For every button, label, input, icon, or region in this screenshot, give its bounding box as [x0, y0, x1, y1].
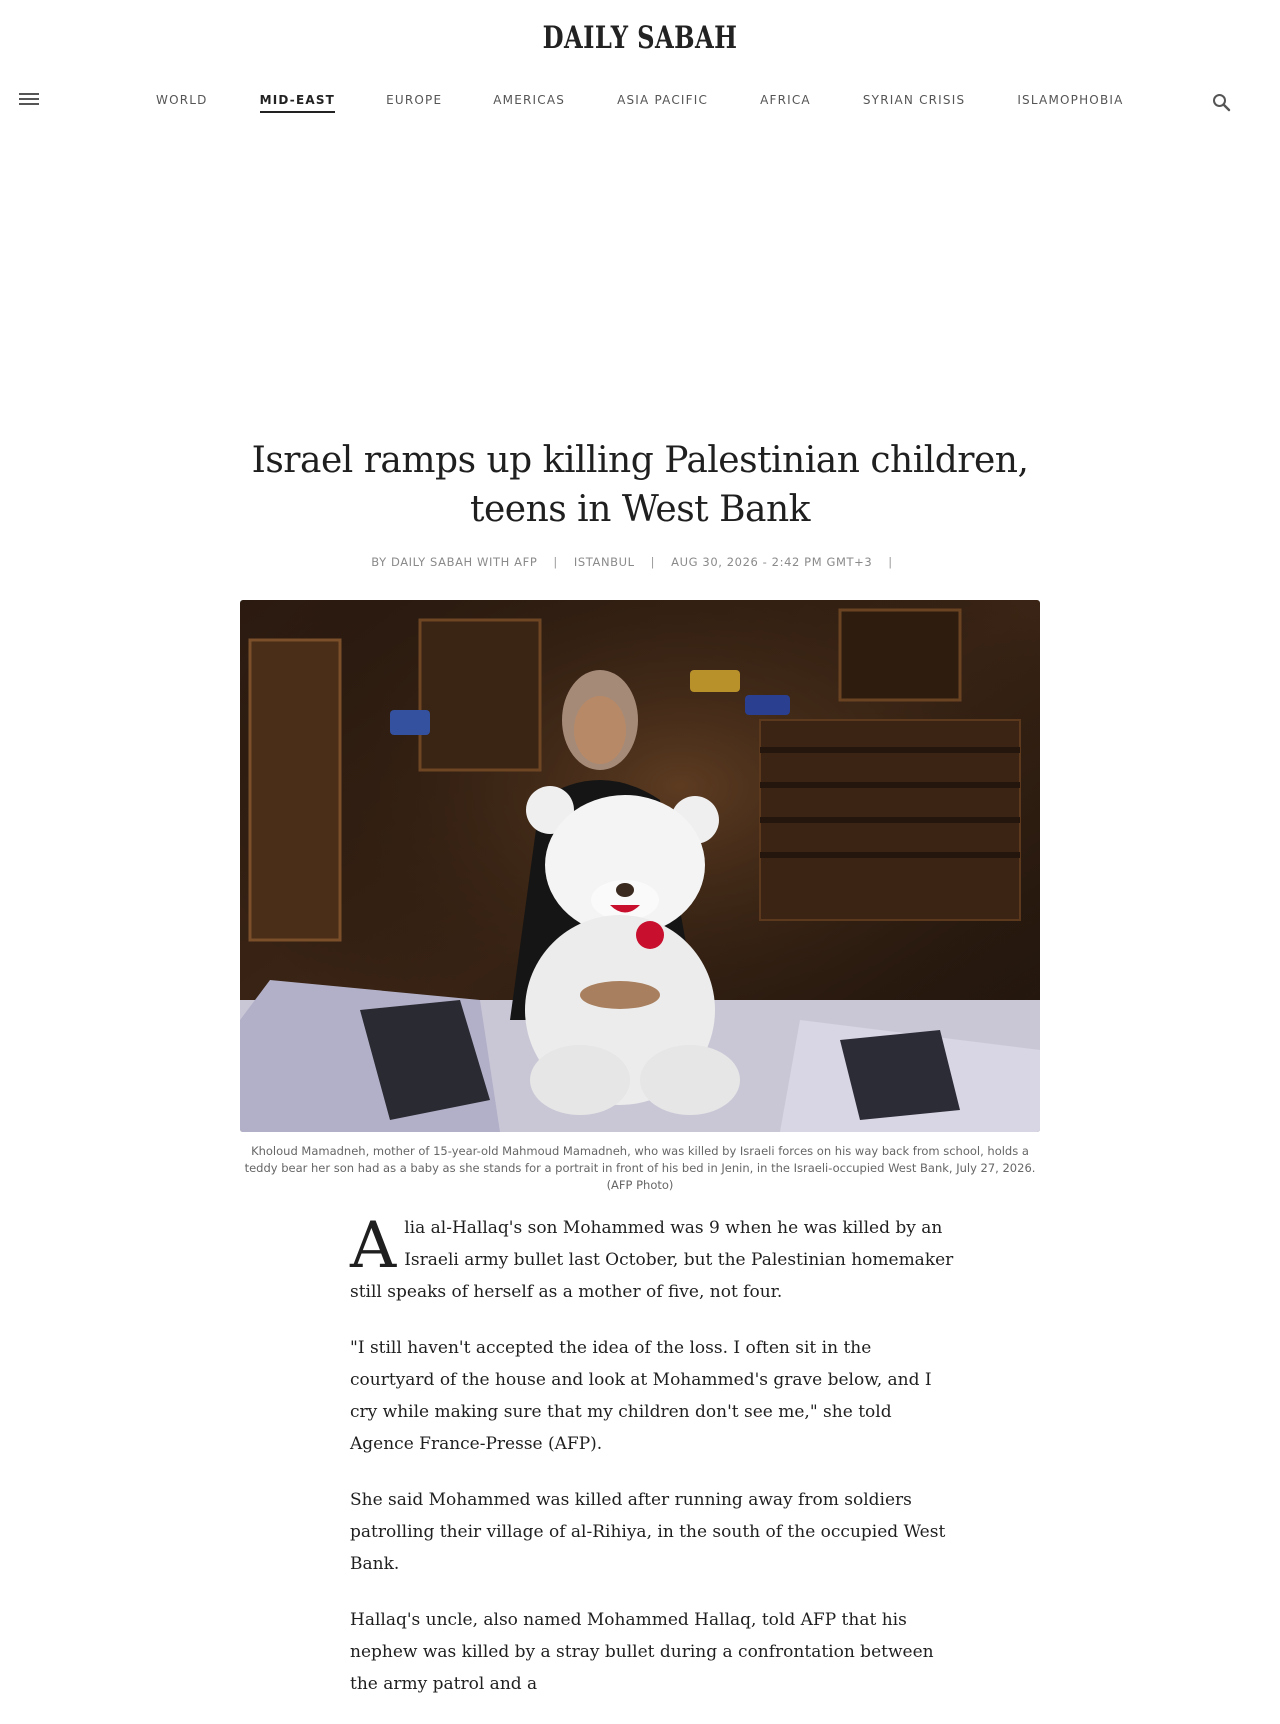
article-paragraph: [350, 1209, 960, 1308]
photo-caption: Kholoud Mamadneh, mother of 15-year-old Mahmoud Mamadneh, who was killed by Israeli forces on his way back from school, holds a teddy bear her son had as a baby as she stands for a portrait in front of his bed in Jenin, in the Israeli-occupied West Bank, July 27, 2026. (AFP Photo): [244, 1144, 1036, 1192]
nav-item-asia-pacific[interactable]: ASIA PACIFIC: [617, 93, 709, 107]
nav-item-islamophobia[interactable]: ISLAMOPHOBIA: [1017, 93, 1124, 107]
meta-separator: |: [553, 555, 558, 569]
ad-placeholder: [0, 140, 1280, 420]
main-nav: [156, 93, 1124, 113]
nav-item-europe[interactable]: EUROPE: [386, 93, 443, 107]
article-paragraph: She said Mohammed was killed after running away from soldiers patrolling their village of al-Rihiya, in the south of the occupied West Bank.: [350, 1490, 946, 1574]
nav-item-world[interactable]: WORLD: [156, 93, 208, 107]
byline[interactable]: BY DAILY SABAH WITH AFP: [371, 555, 538, 569]
dateline-location: ISTANBUL: [573, 555, 635, 569]
nav-item-americas[interactable]: AMERICAS: [493, 93, 566, 107]
article-headline: Israel ramps up killing Palestinian children, teens in West Bank: [251, 440, 1029, 530]
nav-item-syrian-crisis[interactable]: SYRIAN CRISIS: [862, 93, 966, 107]
drop-cap: A: [350, 1209, 397, 1283]
article-paragraph: "I still haven't accepted the idea of the loss. I often sit in the courtyard of the house and look at Mohammed's grave below, and I cry while making sure that my children don't see me," she told Agence France-Presse (AFP).: [350, 1338, 932, 1454]
article-meta: [0, 555, 1280, 569]
meta-separator: |: [650, 555, 656, 569]
paragraph-text: lia al-Hallaq's son Mohammed was 9 when he was killed by an Israeli army bullet last October, but the Palestinian homemaker still speaks of herself as a mother of five, not four.: [350, 1218, 954, 1302]
publish-date: AUG 30, 2026 - 2:42 PM GMT+3: [671, 555, 873, 569]
nav-item-mid-east[interactable]: MID-EAST: [260, 93, 335, 113]
article-paragraph: Hallaq's uncle, also named Mohammed Hallaq, told AFP that his nephew was killed by a stray bullet during a confrontation between the army patrol and a: [350, 1610, 934, 1694]
meta-separator: |: [888, 555, 893, 569]
article-photo: [240, 600, 1040, 1132]
site-logo[interactable]: DAILY SABAH: [542, 20, 738, 56]
article-body: [350, 1209, 960, 1724]
search-icon[interactable]: [1211, 92, 1233, 114]
nav-item-africa[interactable]: AFRICA: [760, 93, 811, 107]
hamburger-menu-icon[interactable]: [19, 93, 39, 107]
